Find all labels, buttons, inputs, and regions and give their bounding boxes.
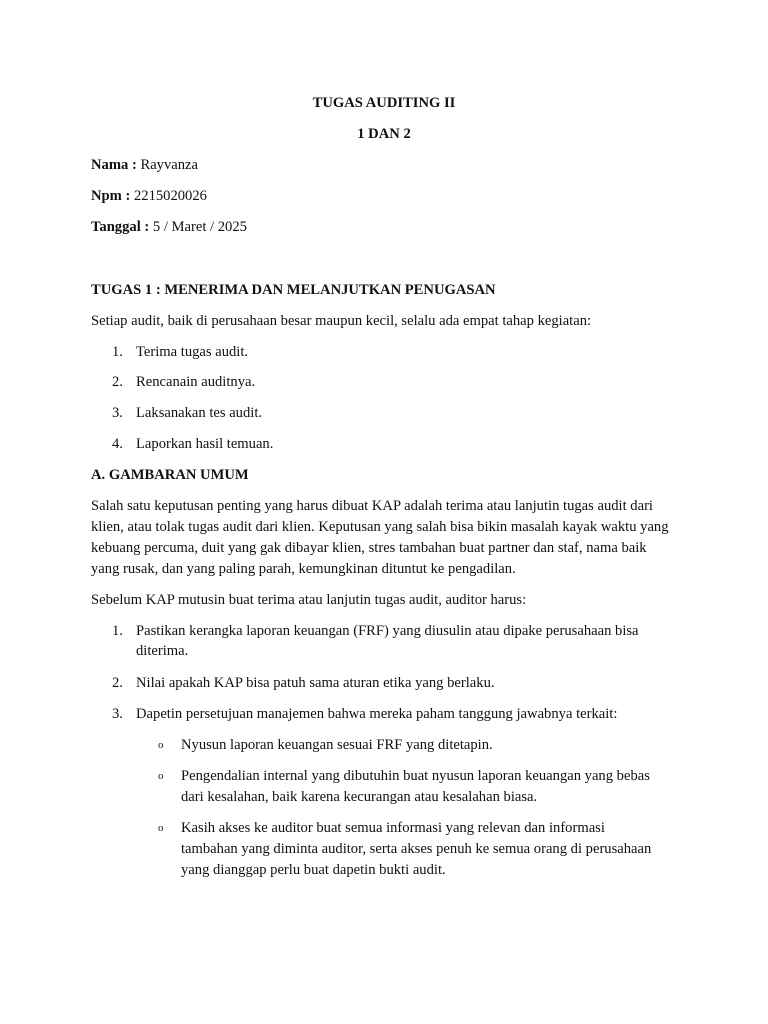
step-number: 1. — [112, 344, 123, 360]
bullet-text-cont: dari kesalahan, baik karena kecurangan atau kesalahan biasa. — [181, 789, 538, 805]
step-number: 3. — [112, 405, 123, 421]
nama-label: Nama : — [91, 157, 137, 173]
npm-value: 2215020026 — [130, 188, 207, 204]
paragraph-line: kebuang percuma, duit yang gak dibayar klien, stres tambahan buat partner dan staf, nama baik — [91, 540, 647, 556]
tugas1-heading: TUGAS 1 : MENERIMA DAN MELANJUTKAN PENUGASAN — [91, 282, 496, 298]
requirement-text: Dapetin persetujuan manajemen bahwa mereka paham tanggung jawabnya terkait: — [136, 706, 618, 722]
bullet-text: Nyusun laporan keuangan sesuai FRF yang ditetapin. — [181, 737, 493, 753]
tanggal-line — [91, 217, 691, 238]
bullet-text-cont: yang dianggap perlu buat dapetin bukti audit. — [181, 862, 446, 878]
paragraph-line: yang rusak, dan yang paling parah, kemungkinan dituntut ke pengadilan. — [91, 561, 516, 577]
bullet-text: Kasih akses ke auditor buat semua informasi yang relevan dan informasi — [181, 820, 605, 836]
nama-line — [91, 155, 691, 176]
document-subtitle: 1 DAN 2 — [357, 126, 411, 142]
document-title: TUGAS AUDITING II — [312, 95, 456, 111]
step-text: Terima tugas audit. — [136, 344, 249, 360]
tanggal-label: Tanggal : — [91, 219, 150, 235]
circle-bullet-icon: o — [158, 822, 164, 834]
circle-bullet-icon: o — [158, 770, 164, 782]
bullet-text-cont: tambahan yang diminta auditor, serta akses penuh ke semua orang di perusahaan — [181, 841, 652, 857]
paragraph-before-list: Sebelum KAP mutusin buat terima atau lanjutin tugas audit, auditor harus: — [91, 592, 527, 608]
step-text: Rencanain auditnya. — [136, 374, 256, 390]
tugas1-intro: Setiap audit, baik di perusahaan besar maupun kecil, selalu ada empat tahap kegiatan: — [91, 313, 592, 329]
requirement-text: Nilai apakah KAP bisa patuh sama aturan etika yang berlaku. — [136, 675, 495, 691]
requirement-text: Pastikan kerangka laporan keuangan (FRF) yang diusulin atau dipake perusahaan bisa — [136, 623, 639, 639]
requirement-number: 1. — [112, 623, 123, 639]
step-number: 4. — [112, 436, 123, 452]
circle-bullet-icon: o — [158, 739, 164, 751]
requirement-number: 2. — [112, 675, 123, 691]
bullet-text: Pengendalian internal yang dibutuhin buat nyusun laporan keuangan yang bebas — [181, 768, 650, 784]
requirement-text-cont: diterima. — [136, 643, 189, 659]
nama-value: Rayvanza — [136, 157, 198, 173]
step-number: 2. — [112, 374, 123, 390]
paragraph-line: Salah satu keputusan penting yang harus dibuat KAP adalah terima atau lanjutin tugas audit dari — [91, 498, 653, 514]
tanggal-value: 5 / Maret / 2025 — [149, 219, 247, 235]
step-text: Laksanakan tes audit. — [136, 405, 263, 421]
npm-label: Npm : — [91, 188, 131, 204]
requirement-number: 3. — [112, 706, 123, 722]
step-text: Laporkan hasil temuan. — [136, 436, 274, 452]
section-a-heading: A. GAMBARAN UMUM — [91, 467, 249, 483]
paragraph-line: klien, atau tolak tugas audit dari klien. Keputusan yang salah bisa bikin masalah kayak waktu yang — [91, 519, 669, 535]
npm-line — [91, 186, 691, 207]
